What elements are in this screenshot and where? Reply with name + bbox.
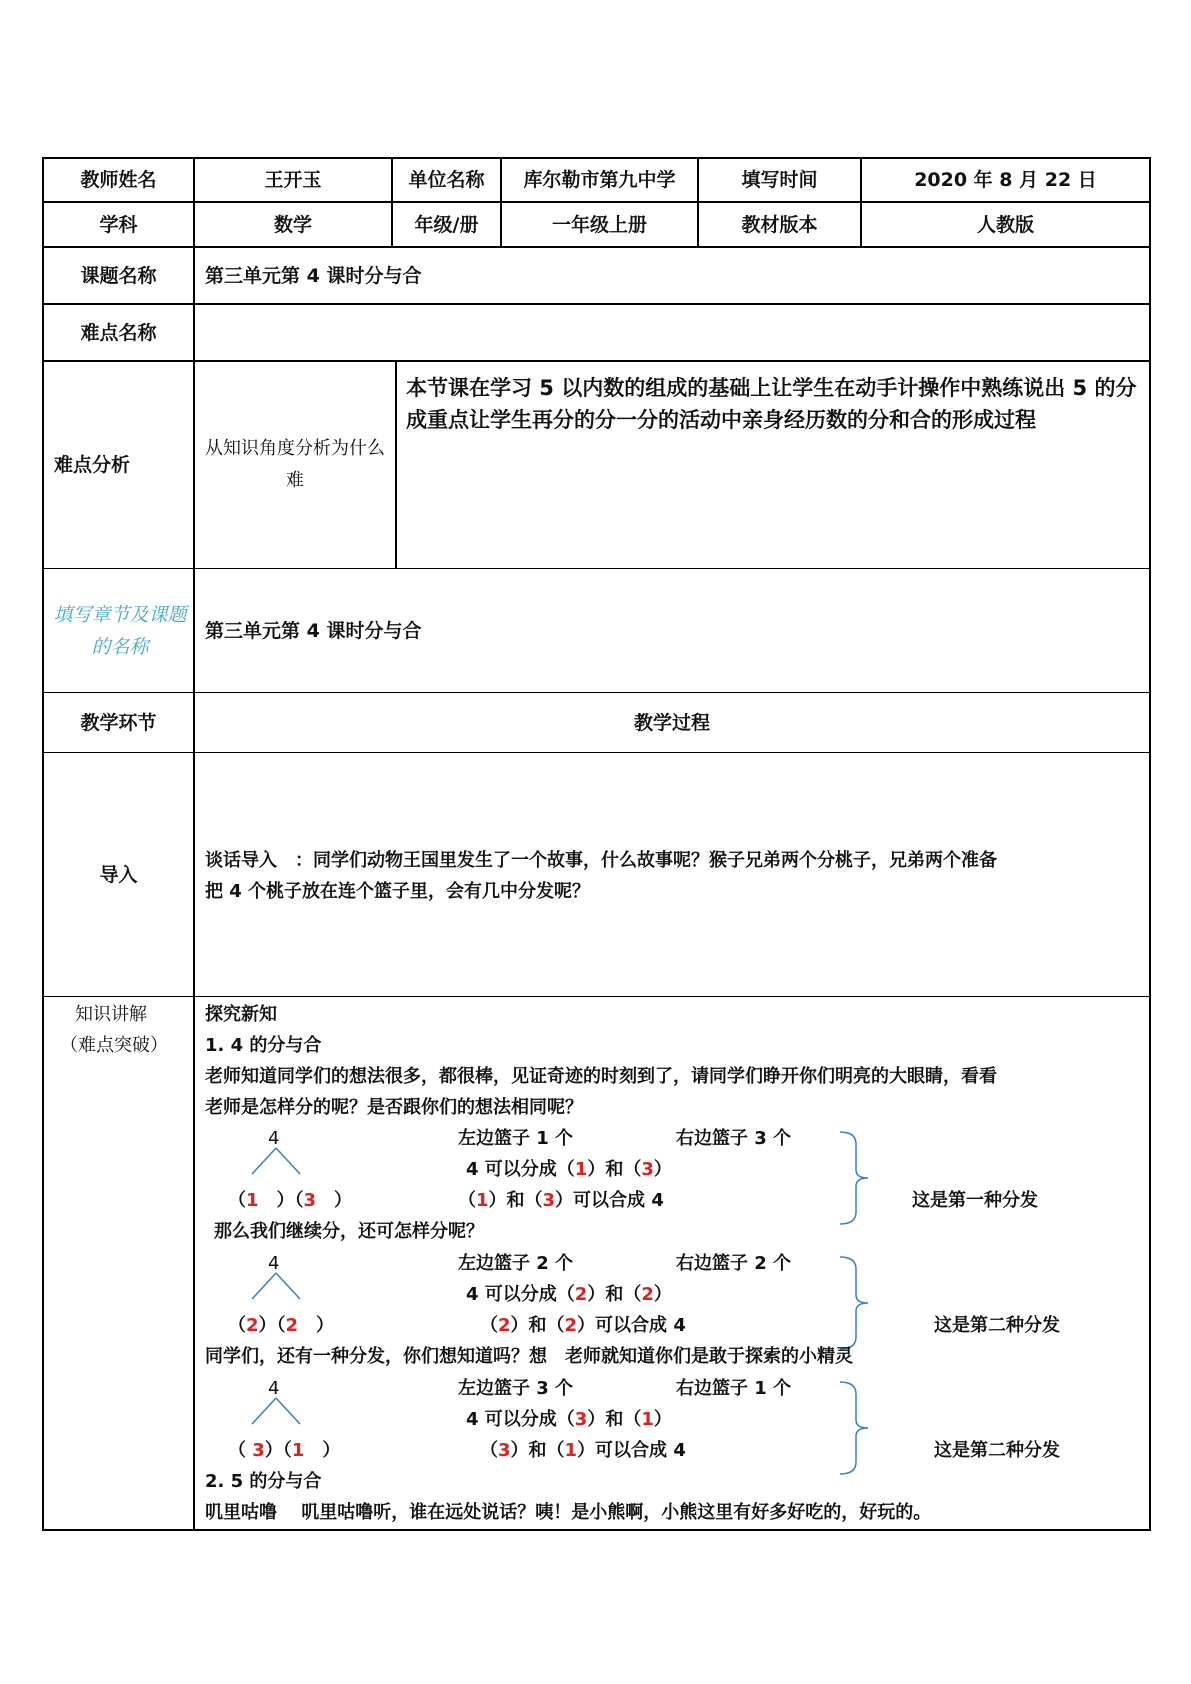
tree-right-number: 3 [303,1190,317,1211]
grid-line [193,157,195,1531]
topic-label: 课题名称 [80,264,157,287]
right-basket: 右边篮子 1 个 [676,1378,792,1399]
chapter-value: 第三单元第 4 课时分与合 [205,619,422,642]
teacher-label: 教师姓名 [80,169,157,191]
left-basket: 左边篮子 3 个 [458,1378,574,1399]
edition-label: 教材版本 [741,213,818,236]
process-value: 教学过程 [633,711,710,734]
left-basket: 左边篮子 2 个 [458,1253,574,1274]
grid-line [42,752,1151,753]
brace-icon [838,1130,874,1226]
difficulty-label: 难点名称 [80,321,157,344]
right-basket: 右边篮子 2 个 [676,1253,792,1274]
method-label: 这是第二种分发 [934,1440,1060,1461]
knowledge-label-2: （难点突破） [60,1035,168,1056]
tree-top-number: 4 [268,1378,280,1399]
method-label: 这是第二种分发 [934,1315,1060,1336]
left-basket: 左边篮子 1 个 [458,1128,574,1149]
tree-right-number: 1 [291,1440,305,1461]
knowledge-last-line: 叽里咕噜 叽里咕噜听，谁在远处说话？咦！是小熊啊，小熊这里有好多好吃的，好玩的。 [205,1502,932,1523]
grid-line [1149,157,1151,1531]
transition-1: 那么我们继续分，还可怎样分呢？ [214,1221,484,1242]
unit-label: 单位名称 [408,169,485,191]
brace-icon [838,1380,874,1476]
method-label: 这是第一种分发 [912,1190,1038,1211]
tree-left-number: 1 [246,1190,259,1211]
analysis-sub-label: 从知识角度分析为什么难 [205,438,385,491]
knowledge-title: 探究新知 [205,1004,277,1025]
transition-2: 同学们，还有一种分发，你们想知道吗？想 老师就知道你们是敢于探索的小精灵 [205,1346,853,1367]
tree-left-number: 2 [246,1315,259,1336]
knowledge-label-1: 知识讲解 [75,1004,147,1025]
unit-name: 库尔勒市第九中学 [523,169,676,191]
brace-icon [838,1255,874,1351]
split-tree-icon [248,1146,304,1176]
analysis-label: 难点分析 [54,454,131,476]
grade-value: 一年级上册 [551,213,647,236]
right-basket: 右边篮子 3 个 [676,1128,792,1149]
analysis-text: 本节课在学习 5 以内数的组成的基础上让学生在动手计操作中熟练说出 5 的分成重点让学生再分的分一分的活动中亲身经历数的分和合的形成过程 [406,376,1137,432]
topic-value: 第三单元第 4 课时分与合 [205,264,422,287]
tree-top-number: 4 [268,1253,280,1274]
tree-left-number: 3 [252,1440,265,1461]
tree-top-number: 4 [268,1128,280,1149]
knowledge-sub-1: 1. 4 的分与合 [205,1035,322,1056]
grade-label: 年级/册 [414,213,479,236]
grid-line [42,1529,1151,1531]
knowledge-para-1: 老师知道同学们的想法很多，都很棒，见证奇迹的时刻到了，请同学们睁开你们明亮的大眼睛，看看 [205,1066,997,1087]
intro-line-1: 谈话导入 ：同学们动物王国里发生了一个故事，什么故事呢？猴子兄弟两个分桃子，兄弟两个准备 [205,850,997,871]
tree-right-number: 2 [285,1315,299,1336]
knowledge-para-2: 老师是怎样分的呢？是否跟你们的想法相同呢？ [205,1097,583,1118]
edition-value: 人教版 [976,213,1034,236]
grid-line [395,360,397,568]
date-label: 填写时间 [741,169,818,191]
split-tree-icon [248,1396,304,1426]
teacher-name: 王开玉 [264,169,322,191]
process-label: 教学环节 [80,711,157,734]
subject-label: 学科 [99,213,138,236]
intro-line-2: 把 4 个桃子放在连个篮子里，会有几中分发呢？ [205,881,591,902]
chapter-label: 填写章节及课题的名称 [53,603,187,658]
date-value: 2020 年 8 月 22 日 [914,169,1097,191]
difficulty-value [205,305,1135,360]
lesson-plan-page: 教师姓名 王开玉 单位名称 库尔勒市第九中学 填写时间 2020 年 8 月 22 日 学科 数学 年级/册 一年级上册 教材版本 人教版 课题名称 第三单元第 4 课时分与合 难点名称 难点分析 从知识角度分析为什么难 本节课在学习 5 以内数的组成的基础上让学生在动手计操作中熟练说出 5 的分成重点让学生再分的分一分的活动中亲身经历数的分和合的形成过程 填写章节及课题的名称 第三单元第 4 课时分与合 教学环节 教学过程 导入 谈话导入 ：同学们动物王国里发生了一个故事，什么故事呢？猴子兄弟两个分桃子，兄弟两个准备 把 4 个桃子放在连个篮子里，会有几中分发呢？ 知识讲解 （难点突破） 探究新知 1. 4 的分与合 老师知道同学们的想法很多，都很棒，见证奇迹的时刻到了，请同学们睁开你们明亮的大眼睛，看看 老师是怎样分的呢？是否跟你们的想法相同呢？ 4 （1 ）（3 ） 左边篮子 1 个 右边篮子 3 个 4 可以分成（1）和（3） （1）和（3）可以合成 4 这是第一种分发 那么我们继续分，还可怎样分呢？ 4 （2）（2 ） 左边篮子 2 个 右边篮子 2 个 4 可以分成（2）和（2） （2）和（2）可以合成 4 这是第二种分发 同学们，还有一种分发，你们想知道吗？想 老师就知道你们是敢于探索的小精灵 4 （ 3）（1 ） 左边篮子 3 个 右边篮子 1 个 4 可以分成（3）和（1） （3）和（1）可以合成 4 这是第二种分发 2. 5 的分与合 叽里咕噜 叽里咕噜听，谁在远处说话？咦！是小熊啊，小熊这里有好多好吃的，好玩的。 [0,0,1191,1684]
grid-line [42,996,1151,997]
knowledge-sub-2: 2. 5 的分与合 [205,1471,322,1492]
subject-value: 数学 [273,213,312,236]
split-tree-icon [248,1271,304,1301]
intro-label: 导入 [99,863,138,886]
